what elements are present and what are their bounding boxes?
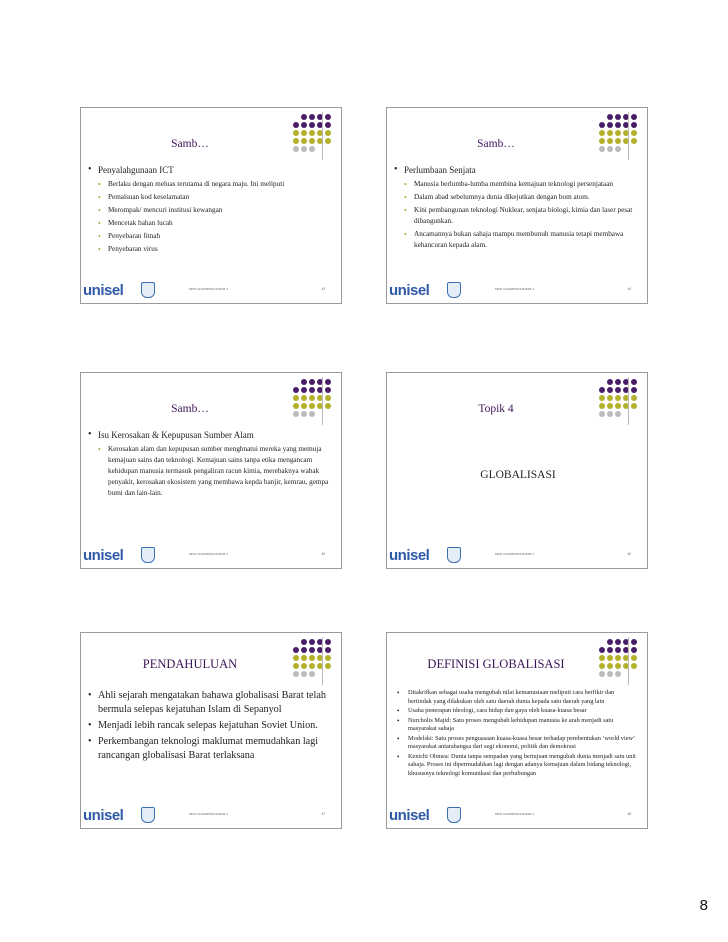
decorative-dot (631, 655, 637, 661)
decorative-dot (607, 122, 613, 128)
slide-content (87, 164, 333, 257)
slide-48 (386, 632, 648, 829)
footer-text: MPW 1143/MPW2143 BAB 4 (189, 552, 228, 556)
slide-footer (81, 281, 341, 299)
decorative-dot (607, 130, 613, 136)
decorative-dot (607, 411, 613, 417)
slide-number: 48 (627, 812, 631, 816)
slide-title: Samb… (171, 138, 209, 150)
bullet: • Ditakrifkan sebagai usaha mengubah nilai kemanusiaan meliputi cara berfikir dan bertindak yang dilakukan oleh satu daerah dunia kepada satu daerah yang lain (393, 689, 639, 706)
decorative-dot (615, 138, 621, 144)
decorative-dot (607, 639, 613, 645)
footer-text: MPW 1143/MPW2143 BAB 4 (495, 812, 534, 816)
slide-content (87, 429, 333, 501)
decorative-dot (309, 411, 315, 417)
sub-bullet: • Dalam abad sebelumnya dunia dikejutkan dengan bom atom. (393, 192, 639, 203)
footer-text: MPW 1143/MPW2143 BAB 4 (189, 287, 228, 291)
footer-text: MPW 1143/MPW2143 BAB 4 (495, 552, 534, 556)
decorative-dot (615, 146, 621, 152)
sub-bullet: • Manusia berlumba-lumba membina kemajuan teknologi persenjataan (393, 179, 639, 190)
slide-footer (387, 546, 647, 564)
crest-icon (141, 807, 155, 823)
decorative-dot (599, 639, 605, 645)
decorative-dot (309, 138, 315, 144)
decorative-dot (325, 639, 331, 645)
decorative-dot (599, 379, 605, 385)
sub-bullet: • Berlaku dengan meluas terutama di negara maju. Ini meliputi (87, 179, 333, 190)
slide-footer (81, 546, 341, 564)
decorative-dot (301, 379, 307, 385)
unisel-logo: unisel (83, 282, 124, 299)
decorative-dot (607, 647, 613, 653)
slide-47 (80, 632, 342, 829)
slide-46 (386, 372, 648, 569)
decorative-dot (599, 130, 605, 136)
decorative-dots (599, 639, 643, 679)
bullet: • Ahli sejarah mengatakan bahawa globalisasi Barat telah bermula selepas kejatuhan Islam di Sepanyol (87, 689, 333, 717)
sub-bullet: • Merompak/ mencuri institusi kewangan (87, 205, 333, 216)
decorative-dot (599, 395, 605, 401)
decorative-dot (301, 114, 307, 120)
decorative-dot (631, 138, 637, 144)
decorative-dot (631, 403, 637, 409)
decorative-line (322, 112, 323, 160)
decorative-dot (309, 639, 315, 645)
unisel-logo: unisel (389, 807, 430, 824)
decorative-dot (607, 387, 613, 393)
decorative-dot (301, 130, 307, 136)
slide-number: 44 (627, 287, 631, 291)
sub-bullet: • Penyebaran virus (87, 244, 333, 255)
decorative-dots (599, 379, 643, 419)
decorative-dot (301, 411, 307, 417)
sub-bullet: • Kerosakan alam dan kepupusan sumber menghnatui mereka yang memuja kemajuan sains dan teknologi. Kemajuan sains tanpa etika mengancam kehidupan manusia termasuk pengaliran racun kimia, merebaknya wabak penyakit, kerosakan ekosistem yang membawa kepda banjir, kemrau, gempa bumi dan lain-lain. (87, 444, 333, 499)
slide-number: 47 (321, 812, 325, 816)
decorative-dot (607, 379, 613, 385)
decorative-dot (301, 655, 307, 661)
decorative-dot (631, 647, 637, 653)
decorative-dot (607, 114, 613, 120)
slide-45 (80, 372, 342, 569)
decorative-line (322, 377, 323, 425)
decorative-dot (631, 663, 637, 669)
slide-title: PENDAHULUAN (142, 657, 238, 671)
decorative-dot (615, 639, 621, 645)
decorative-dot (301, 663, 307, 669)
decorative-dot (309, 403, 315, 409)
slide-43 (80, 107, 342, 304)
bullet: • Penyalahgunaan ICT (87, 164, 333, 176)
decorative-dot (301, 671, 307, 677)
decorative-dot (615, 403, 621, 409)
decorative-dots (293, 639, 337, 679)
decorative-dot (293, 122, 299, 128)
decorative-dot (325, 138, 331, 144)
decorative-dot (293, 387, 299, 393)
slide-footer (387, 281, 647, 299)
decorative-dot (309, 379, 315, 385)
decorative-dot (293, 379, 299, 385)
slide-center-heading: GLOBALISASI (480, 469, 556, 481)
decorative-dot (607, 655, 613, 661)
decorative-dot (607, 403, 613, 409)
decorative-dot (615, 130, 621, 136)
decorative-dot (599, 122, 605, 128)
slide-title: Samb… (171, 403, 209, 415)
decorative-dot (599, 114, 605, 120)
decorative-dot (309, 130, 315, 136)
decorative-dot (615, 671, 621, 677)
decorative-dot (309, 663, 315, 669)
decorative-dot (607, 671, 613, 677)
decorative-dot (615, 395, 621, 401)
decorative-dot (607, 395, 613, 401)
decorative-dot (325, 411, 331, 417)
decorative-line (628, 637, 629, 685)
document-page-number: 8 (699, 897, 708, 914)
crest-icon (447, 282, 461, 298)
footer-text: MPW 1143/MPW2143 BAB 4 (189, 812, 228, 816)
sub-bullet: • Mencetak bahan lucah (87, 218, 333, 229)
decorative-dot (301, 395, 307, 401)
decorative-dot (309, 114, 315, 120)
slide-title: DEFINISI GLOBALISASI (427, 657, 565, 671)
sub-bullet: • Pemalsuan kod keselamatan (87, 192, 333, 203)
decorative-dot (301, 647, 307, 653)
decorative-dot (293, 639, 299, 645)
decorative-dot (631, 411, 637, 417)
decorative-dot (631, 130, 637, 136)
sub-bullet: • Penyebaran fitnah (87, 231, 333, 242)
bullet: • Perkembangan teknologi maklumat memudahkan lagi rancangan globalisasi Barat terlaksana (87, 735, 333, 763)
slide-content (393, 164, 639, 253)
decorative-dot (615, 411, 621, 417)
decorative-dot (615, 647, 621, 653)
decorative-dot (615, 387, 621, 393)
decorative-dot (301, 387, 307, 393)
footer-text: MPW 1143/MPW2143 BAB 4 (495, 287, 534, 291)
crest-icon (447, 807, 461, 823)
decorative-dot (325, 403, 331, 409)
sub-bullet: • Ancamannya bukan sahaja mampu membunuh manusia tetapi membawa kehancuran kepada alam. (393, 229, 639, 251)
decorative-dot (309, 647, 315, 653)
decorative-dot (607, 663, 613, 669)
decorative-dot (301, 403, 307, 409)
decorative-dot (615, 655, 621, 661)
decorative-dot (631, 671, 637, 677)
decorative-dot (615, 122, 621, 128)
unisel-logo: unisel (83, 547, 124, 564)
decorative-dot (301, 138, 307, 144)
crest-icon (141, 282, 155, 298)
unisel-logo: unisel (389, 282, 430, 299)
decorative-dot (325, 671, 331, 677)
decorative-dot (325, 647, 331, 653)
decorative-dot (325, 663, 331, 669)
decorative-dot (631, 122, 637, 128)
unisel-logo: unisel (389, 547, 430, 564)
decorative-dot (309, 655, 315, 661)
slide-title: Samb… (477, 138, 515, 150)
decorative-line (628, 112, 629, 160)
slide-44 (386, 107, 648, 304)
decorative-dot (325, 146, 331, 152)
slide-footer (387, 806, 647, 824)
slide-number: 46 (627, 552, 631, 556)
decorative-dot (325, 395, 331, 401)
decorative-line (322, 637, 323, 685)
bullet: • Perlumbaan Senjata (393, 164, 639, 176)
decorative-dot (615, 663, 621, 669)
decorative-dot (631, 387, 637, 393)
decorative-dots (293, 379, 337, 419)
decorative-dot (607, 146, 613, 152)
bullet: • Modelski: Satu proses penguasaan kuasa-kuasa besar terhadap pembentukan ‘world view’ masyarakat antarabangsa dari segi ekonomi, politik dan demokrasi (393, 735, 639, 752)
decorative-dot (309, 122, 315, 128)
slide-number: 45 (321, 552, 325, 556)
decorative-dot (301, 122, 307, 128)
decorative-dot (607, 138, 613, 144)
decorative-dot (325, 387, 331, 393)
decorative-dot (309, 671, 315, 677)
decorative-dot (325, 379, 331, 385)
decorative-dot (599, 647, 605, 653)
decorative-dots (293, 114, 337, 154)
decorative-dot (631, 395, 637, 401)
decorative-dot (309, 146, 315, 152)
decorative-dot (615, 114, 621, 120)
unisel-logo: unisel (83, 807, 124, 824)
decorative-dot (631, 639, 637, 645)
decorative-dot (293, 114, 299, 120)
slide-content (87, 689, 333, 765)
decorative-dot (631, 146, 637, 152)
decorative-dot (615, 379, 621, 385)
decorative-dot (631, 114, 637, 120)
bullet: • Isu Kerosakan & Kepupusan Sumber Alam (87, 429, 333, 441)
decorative-dot (325, 130, 331, 136)
decorative-dot (325, 655, 331, 661)
decorative-dot (301, 639, 307, 645)
decorative-dot (325, 122, 331, 128)
decorative-dot (309, 387, 315, 393)
bullet: • Menjadi lebih rancak selepas kejatuhan Soviet Union. (87, 719, 333, 733)
decorative-dot (293, 395, 299, 401)
decorative-dot (293, 647, 299, 653)
crest-icon (141, 547, 155, 563)
decorative-dot (301, 146, 307, 152)
slide-title: Topik 4 (478, 403, 514, 415)
crest-icon (447, 547, 461, 563)
slide-content (393, 689, 639, 779)
sub-bullet: • Kini pembangunan teknologi Nuklear, senjata biologi, kimia dan laser pesat dibangunkan. (393, 205, 639, 227)
decorative-dot (293, 130, 299, 136)
bullet: • Usaha penerapan ideologi, cara hidup dan gaya oleh kuasa-kuasa besar (393, 707, 639, 716)
bullet: • Nurcholis Majid: Satu proses mengubah kehidupan manusia ke arah menjadi satu masyarakat sahaja (393, 717, 639, 734)
decorative-dot (309, 395, 315, 401)
slide-footer (81, 806, 341, 824)
slide-number: 43 (321, 287, 325, 291)
decorative-dot (599, 387, 605, 393)
decorative-dot (325, 114, 331, 120)
decorative-dots (599, 114, 643, 154)
decorative-dot (631, 379, 637, 385)
decorative-line (628, 377, 629, 425)
bullet: • Kenichi Ohmea: Dunia tanpa sempadan yang bertujuan mengubah dunia menjadi satu unit sahaja. Proses ini dipermudahkan lagi dengan adanya kemajuan dalam bidang teknologi, khususnya teknologi komunikasi dan perhubungan (393, 753, 639, 779)
